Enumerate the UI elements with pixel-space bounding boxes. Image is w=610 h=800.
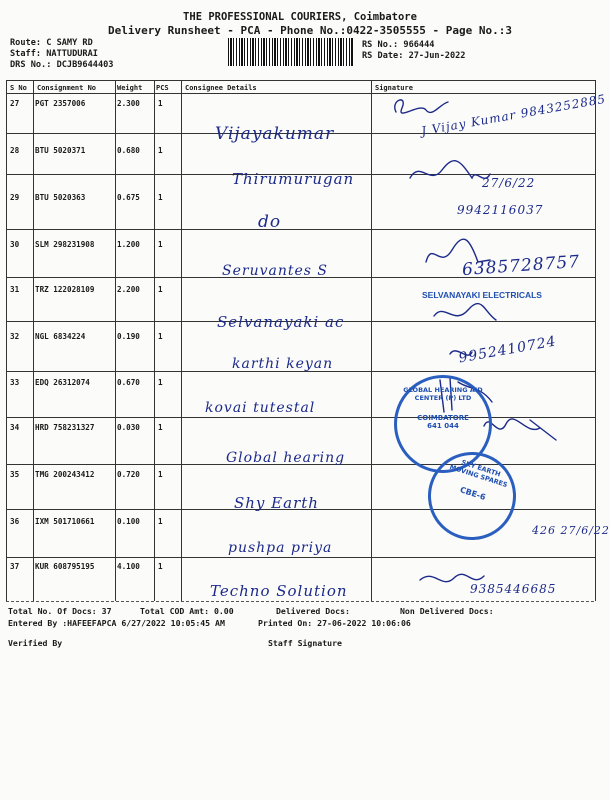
handwritten-consignee: Vijayakumar xyxy=(215,124,335,144)
stamp-center-text: COIMBATORE 641 044 xyxy=(417,414,469,430)
staff-label: Staff: NATTUDURAI xyxy=(10,49,98,59)
verified-by: Verified By xyxy=(8,638,63,648)
handwritten-signature-note: J Vijay Kumar 9843252885 xyxy=(420,91,608,139)
company-title: THE PROFESSIONAL COURIERS, Coimbatore xyxy=(183,11,417,23)
row-consignment: KUR 608795195 xyxy=(35,562,95,571)
column-divider xyxy=(154,81,155,601)
signature-row-37 xyxy=(420,574,484,581)
handwritten-consignee: Techno Solution xyxy=(210,582,348,600)
handwritten-consignee: Selvanayaki ac xyxy=(217,313,345,331)
row-weight: 0.675 xyxy=(117,193,140,202)
row-pcs: 1 xyxy=(158,378,163,387)
row-consignment: SLM 298231908 xyxy=(35,240,95,249)
row-consignment: IXM 501710661 xyxy=(35,517,95,526)
stamp-ring-text: GLOBAL HEARING AID CENTER (P) LTD xyxy=(403,386,483,402)
column-header-signature: Signature xyxy=(375,84,413,92)
sheet-title: Delivery Runsheet - PCA - Phone No.:0422-3505555 - Page No.:3 xyxy=(108,24,512,37)
column-divider xyxy=(33,81,34,601)
handwritten-consignee: Shy Earth xyxy=(234,494,319,512)
row-sno: 28 xyxy=(10,146,20,155)
row-weight: 4.100 xyxy=(117,562,140,571)
row-pcs: 1 xyxy=(158,240,163,249)
handwritten-consignee: kovai tutestal xyxy=(205,400,316,416)
signature-row-27 xyxy=(395,100,448,113)
row-pcs: 1 xyxy=(158,99,163,108)
row-pcs: 1 xyxy=(158,562,163,571)
row-pcs: 1 xyxy=(158,470,163,479)
route-label: Route: C SAMY RD xyxy=(10,38,93,48)
row-sno: 37 xyxy=(10,562,20,571)
row-pcs: 1 xyxy=(158,146,163,155)
row-pcs: 1 xyxy=(158,193,163,202)
row-sno: 29 xyxy=(10,193,20,202)
entered-by: Entered By :HAFEEFAPCA 6/27/2022 10:05:45 AM xyxy=(8,618,225,628)
column-header-weight: Weight xyxy=(117,84,143,92)
signature-row-28 xyxy=(410,161,490,179)
row-sno: 33 xyxy=(10,378,20,387)
barcode xyxy=(228,38,354,66)
row-sno: 32 xyxy=(10,332,20,341)
delivered-docs: Delivered Docs: xyxy=(276,606,350,616)
handwritten-signature-note: 27/6/22 xyxy=(482,176,536,190)
row-weight: 0.030 xyxy=(117,423,140,432)
drs-label: DRS No.: DCJB9644403 xyxy=(10,60,114,70)
handwritten-signature-note: 9942116037 xyxy=(457,203,544,217)
row-sno: 34 xyxy=(10,423,20,432)
stamp-center-text: CBE-6 xyxy=(458,485,487,502)
stamp-ring-text: SKY EARTH MOVING SPARES xyxy=(448,458,509,490)
column-header-pcs: PCS xyxy=(156,84,169,92)
row-consignment: BTU 5020371 xyxy=(35,146,86,155)
row-consignment: BTU 5020363 xyxy=(35,193,86,202)
row-sno: 35 xyxy=(10,470,20,479)
signature-row-30 xyxy=(426,239,490,262)
row-consignment: TRZ 122028109 xyxy=(35,285,95,294)
column-divider xyxy=(181,81,182,601)
column-divider xyxy=(371,81,372,601)
row-weight: 2.200 xyxy=(117,285,140,294)
row-weight: 0.190 xyxy=(117,332,140,341)
handwritten-consignee: do xyxy=(258,212,282,232)
row-pcs: 1 xyxy=(158,332,163,341)
handwritten-consignee: pushpa priya xyxy=(228,540,333,556)
row-weight: 2.300 xyxy=(117,99,140,108)
row-pcs: 1 xyxy=(158,423,163,432)
handwritten-signature-note: 6385728757 xyxy=(461,251,581,281)
handwritten-consignee: karthi keyan xyxy=(232,356,334,372)
column-divider xyxy=(115,81,116,601)
handwritten-consignee: Thirumurugan xyxy=(232,170,355,188)
row-sno: 36 xyxy=(10,517,20,526)
signature-row-32 xyxy=(450,351,472,355)
total-cod: Total COD Amt: 0.00 xyxy=(140,606,234,616)
row-pcs: 1 xyxy=(158,517,163,526)
row-weight: 0.680 xyxy=(117,146,140,155)
handwritten-signature-note: 9385446685 xyxy=(470,582,557,596)
staff-signature: Staff Signature xyxy=(268,638,342,648)
row-consignment: HRD 758231327 xyxy=(35,423,95,432)
column-header-consignee: Consignee Details xyxy=(185,84,257,92)
row-consignment: TMG 200243412 xyxy=(35,470,95,479)
row-pcs: 1 xyxy=(158,285,163,294)
signature-row-34 xyxy=(484,419,556,440)
row-weight: 0.720 xyxy=(117,470,140,479)
handwritten-signature-note: 9952410724 xyxy=(457,333,558,367)
rs-number: RS No.: 966444 xyxy=(362,40,435,50)
non-delivered-docs: Non Delivered Docs: xyxy=(400,606,494,616)
row-consignment: PGT 2357006 xyxy=(35,99,86,108)
row-weight: 1.200 xyxy=(117,240,140,249)
column-header-consignment: Consignment No xyxy=(37,84,97,92)
row-weight: 0.670 xyxy=(117,378,140,387)
total-docs: Total No. Of Docs: 37 xyxy=(8,606,112,616)
printed-on: Printed On: 27-06-2022 10:06:06 xyxy=(258,618,411,628)
handwritten-signature-note: 426 27/6/22 xyxy=(532,524,610,537)
signature-row-31 xyxy=(434,304,496,320)
row-sno: 30 xyxy=(10,240,20,249)
handwritten-consignee: Seruvantes S xyxy=(222,263,328,279)
row-consignment: EDQ 26312074 xyxy=(35,378,90,387)
row-consignment: NGL 6834224 xyxy=(35,332,86,341)
row-sno: 27 xyxy=(10,99,20,108)
handwritten-consignee: Global hearing xyxy=(226,450,346,466)
rs-date: RS Date: 27-Jun-2022 xyxy=(362,51,466,61)
row-weight: 0.100 xyxy=(117,517,140,526)
row-sno: 31 xyxy=(10,285,20,294)
column-header-sno: S No xyxy=(10,84,27,92)
electricals-stamp: SELVANAYAKI ELECTRICALS xyxy=(422,290,542,300)
table-bottom-border xyxy=(6,601,594,602)
